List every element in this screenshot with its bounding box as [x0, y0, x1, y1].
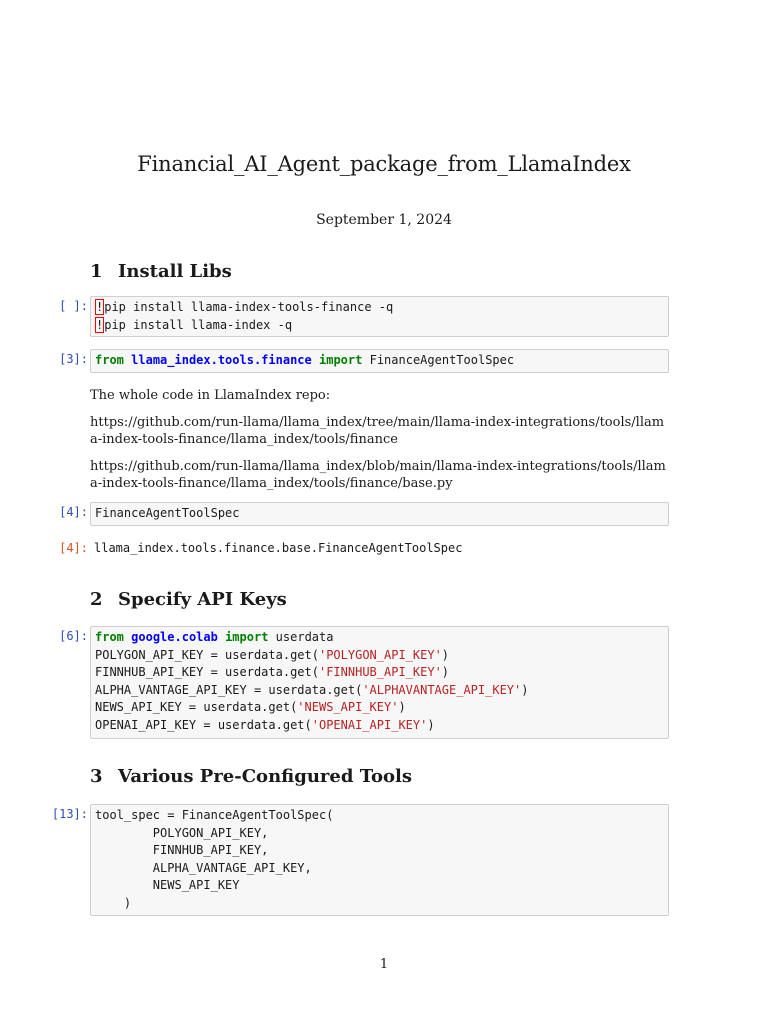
code-text: ) — [441, 647, 450, 662]
code-text: OPENAI_API_KEY = userdata.get( — [95, 717, 312, 732]
code-line: tool_spec = FinanceAgentToolSpec( — [95, 808, 334, 822]
section-number: 3 — [90, 766, 103, 787]
document-title: Financial_AI_Agent_package_from_LlamaIndex — [137, 152, 631, 176]
code-text: ) — [398, 700, 406, 714]
document-date: September 1, 2024 — [316, 212, 452, 228]
section-heading-tools — [90, 766, 412, 787]
string-literal: 'OPENAI_API_KEY' — [311, 717, 428, 732]
repo-intro-text: The whole code in LlamaIndex repo: — [90, 388, 331, 403]
string-literal: 'FINNHUB_API_KEY' — [318, 665, 442, 679]
code-cell-import[interactable] — [90, 349, 669, 373]
keyword: from — [95, 353, 124, 367]
cell-prompt-import: [3]: — [59, 352, 88, 366]
code-line: NEWS_API_KEY — [95, 878, 240, 892]
output-prompt-spec: [4]: — [59, 541, 88, 555]
string-literal: 'NEWS_API_KEY' — [297, 700, 399, 714]
error-highlight-bang: ! — [96, 317, 104, 332]
section-title: Various Pre-Configured Tools — [118, 766, 413, 787]
section-number: 1 — [90, 261, 103, 282]
error-highlight-bang: ! — [96, 300, 104, 314]
imported-name: userdata — [275, 630, 334, 644]
module-name: google.colab — [131, 630, 218, 644]
section-number: 2 — [90, 589, 103, 610]
keyword: import — [225, 630, 269, 644]
keyword: import — [319, 353, 363, 367]
repo-url-link[interactable]: https://github.com/run-llama/llama_index/tree/main/llama-index-integrations/tools/llama-index-tools-finance/llama_index/tools/finance — [90, 415, 665, 447]
module-name: llama_index.tools.finance — [131, 353, 312, 367]
code-text: ) — [427, 717, 435, 732]
section-heading-install-libs — [90, 261, 232, 282]
repo-url-link-base[interactable]: https://github.com/run-llama/llama_index/blob/main/llama-index-integrations/tools/llama-index-tools-finance/llama_index/tools/finance/base.py — [90, 459, 666, 491]
section-heading-api-keys — [90, 589, 287, 610]
code-text: ) — [521, 682, 529, 697]
code-text: FINNHUB_API_KEY = userdata.get( — [95, 665, 319, 679]
cell-prompt-tools: [13]: — [51, 807, 88, 821]
cell-prompt-spec: [4]: — [59, 505, 88, 519]
string-literal: 'POLYGON_API_KEY' — [318, 647, 442, 662]
cell-prompt-install: [ ]: — [59, 299, 88, 313]
code-text: POLYGON_API_KEY = userdata.get( — [95, 647, 319, 662]
code-line: ALPHA_VANTAGE_API_KEY, — [95, 860, 312, 875]
page-number: 1 — [379, 957, 389, 972]
keyword: from — [95, 630, 124, 644]
code-cell-tools[interactable] — [90, 804, 669, 916]
cell-output-spec: llama_index.tools.finance.base.FinanceAgentToolSpec — [94, 541, 463, 555]
code-line: ) — [95, 895, 132, 910]
section-title: Specify API Keys — [118, 589, 287, 610]
string-literal: 'ALPHAVANTAGE_API_KEY' — [362, 682, 522, 697]
code-cell-spec[interactable]: FinanceAgentToolSpec — [90, 502, 669, 526]
imported-name: FinanceAgentToolSpec — [369, 353, 515, 367]
code-line: POLYGON_API_KEY, — [95, 825, 269, 840]
section-title: Install Libs — [118, 261, 232, 282]
cell-prompt-keys: [6]: — [59, 629, 88, 643]
code-text: ) — [441, 665, 450, 679]
code-line: pip install llama-index -q — [104, 317, 293, 332]
code-line: pip install llama-index-tools-finance -q — [104, 300, 394, 314]
code-line: FINNHUB_API_KEY, — [95, 843, 269, 857]
code-text: ALPHA_VANTAGE_API_KEY = userdata.get( — [95, 682, 363, 697]
code-cell-keys[interactable] — [90, 626, 669, 739]
code-text: NEWS_API_KEY = userdata.get( — [95, 700, 298, 714]
code-cell-install[interactable] — [90, 296, 669, 337]
